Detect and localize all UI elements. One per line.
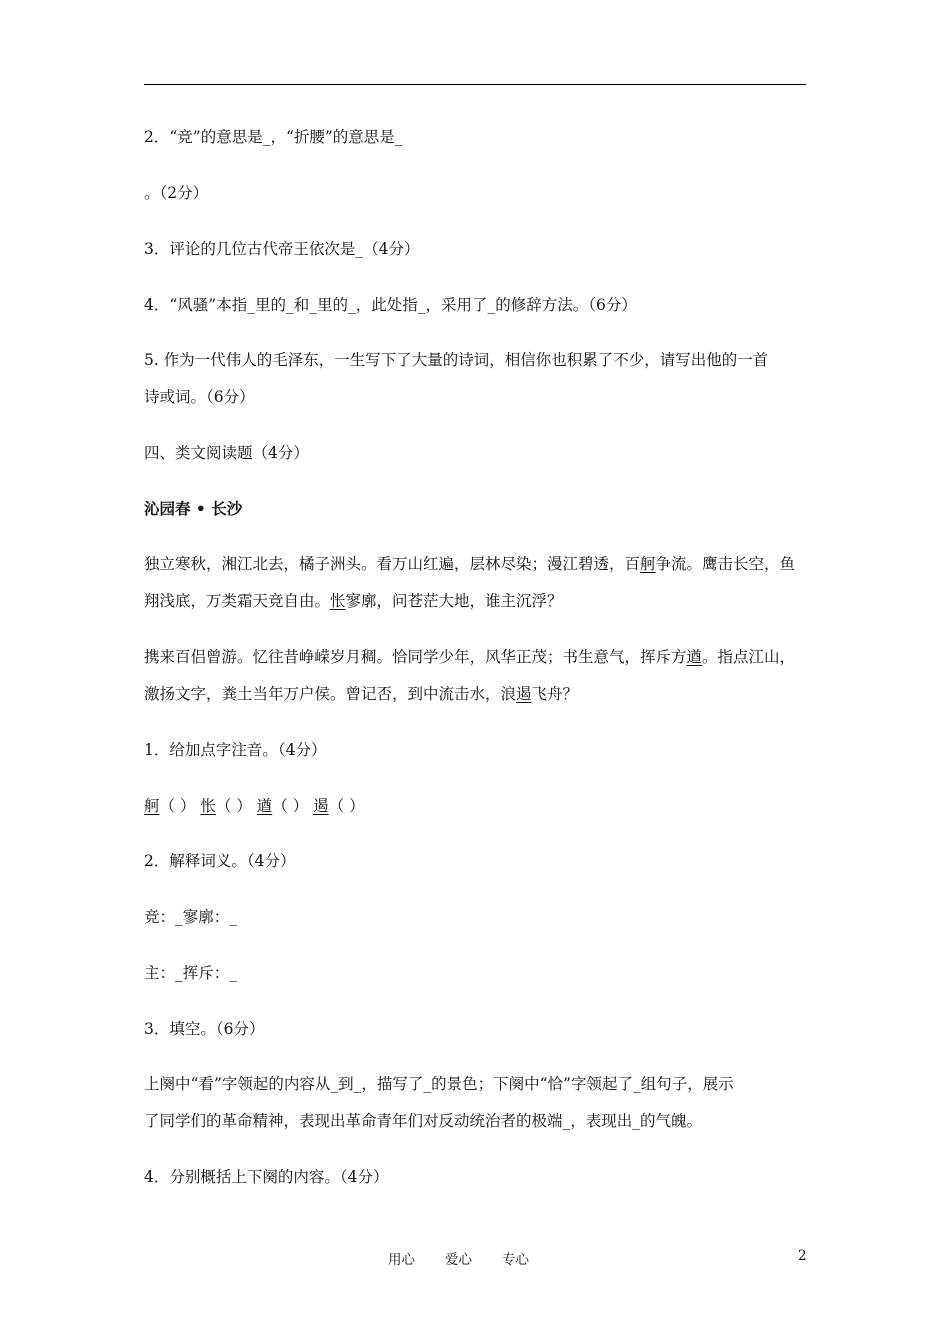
poem-title: 沁园春 • 长沙	[144, 499, 243, 518]
sub-question-3: 3．填空。（6分）	[144, 1020, 265, 1038]
fill-blank-line1: 上阕中“看”字领起的内容从_到_，描写了_的景色；下阕中“恰”字领起了_组句子，展示	[144, 1075, 734, 1093]
question-5-line1: 5. 作为一代伟人的毛泽东，一生写下了大量的诗词，相信你也积累了不少，请写出他的一首	[144, 351, 769, 369]
header-rule	[144, 84, 806, 85]
annotated-char: 舸	[640, 555, 656, 573]
poem-stanza2-line1: 携来百侣曾游。忆往昔峥嵘岁月稠。恰同学少年，风华正茂；书生意气，挥斥方遒。指点江山，	[144, 648, 796, 666]
question-2: 2．“竞”的意思是_，“折腰”的意思是_	[144, 128, 403, 146]
word-meaning-2: 主：_挥斥：_	[144, 964, 238, 982]
page-number: 2	[798, 1248, 807, 1264]
annotated-char: 遏	[516, 685, 532, 703]
sub-question-2: 2．解释词义。（4分）	[144, 852, 296, 870]
annotated-char: 遒	[686, 648, 703, 666]
fill-blank-line2: 了同学们的革命精神，表现出革命青年们对反动统治者的极端_，表现出_的气魄。	[144, 1112, 703, 1130]
poem-stanza1-line2: 翔浅底，万类霜天竞自由。怅寥廓，问苍茫大地，谁主沉浮？	[144, 592, 563, 610]
word-meaning-1: 竞：_寥廓：_	[144, 908, 238, 926]
sub-question-4: 4．分别概括上下阕的内容。（4分）	[144, 1168, 389, 1186]
poem-stanza2-line2: 激扬文字，粪土当年万户侯。曾记否，到中流击水，浪遏飞舟？	[144, 685, 579, 703]
question-4: 4．“风骚”本指_里的_和_里的_，此处指_，采用了_的修辞方法。（6分）	[144, 296, 637, 314]
section-heading: 四、类文阅读题（4分）	[144, 444, 309, 462]
sub-question-1: 1．给加点字注音。（4分）	[144, 741, 327, 759]
question-2-score: 。（2分）	[144, 184, 209, 202]
poem-stanza1-line1: 独立寒秋，湘江北去，橘子洲头。看万山红遍，层林尽染；漫江碧透，百舸争流。鹰击长空，鱼	[144, 555, 796, 573]
question-5-line2: 诗或词。（6分）	[144, 388, 255, 406]
question-3: 3．评论的几位古代帝王依次是_（4分）	[144, 240, 420, 258]
annotated-char: 怅	[330, 592, 346, 610]
footer-text: 用心 爱心 专心	[388, 1252, 529, 1268]
pinyin-blanks: 舸（ ） 怅（ ） 遒（ ） 遏（ ）	[144, 797, 365, 815]
